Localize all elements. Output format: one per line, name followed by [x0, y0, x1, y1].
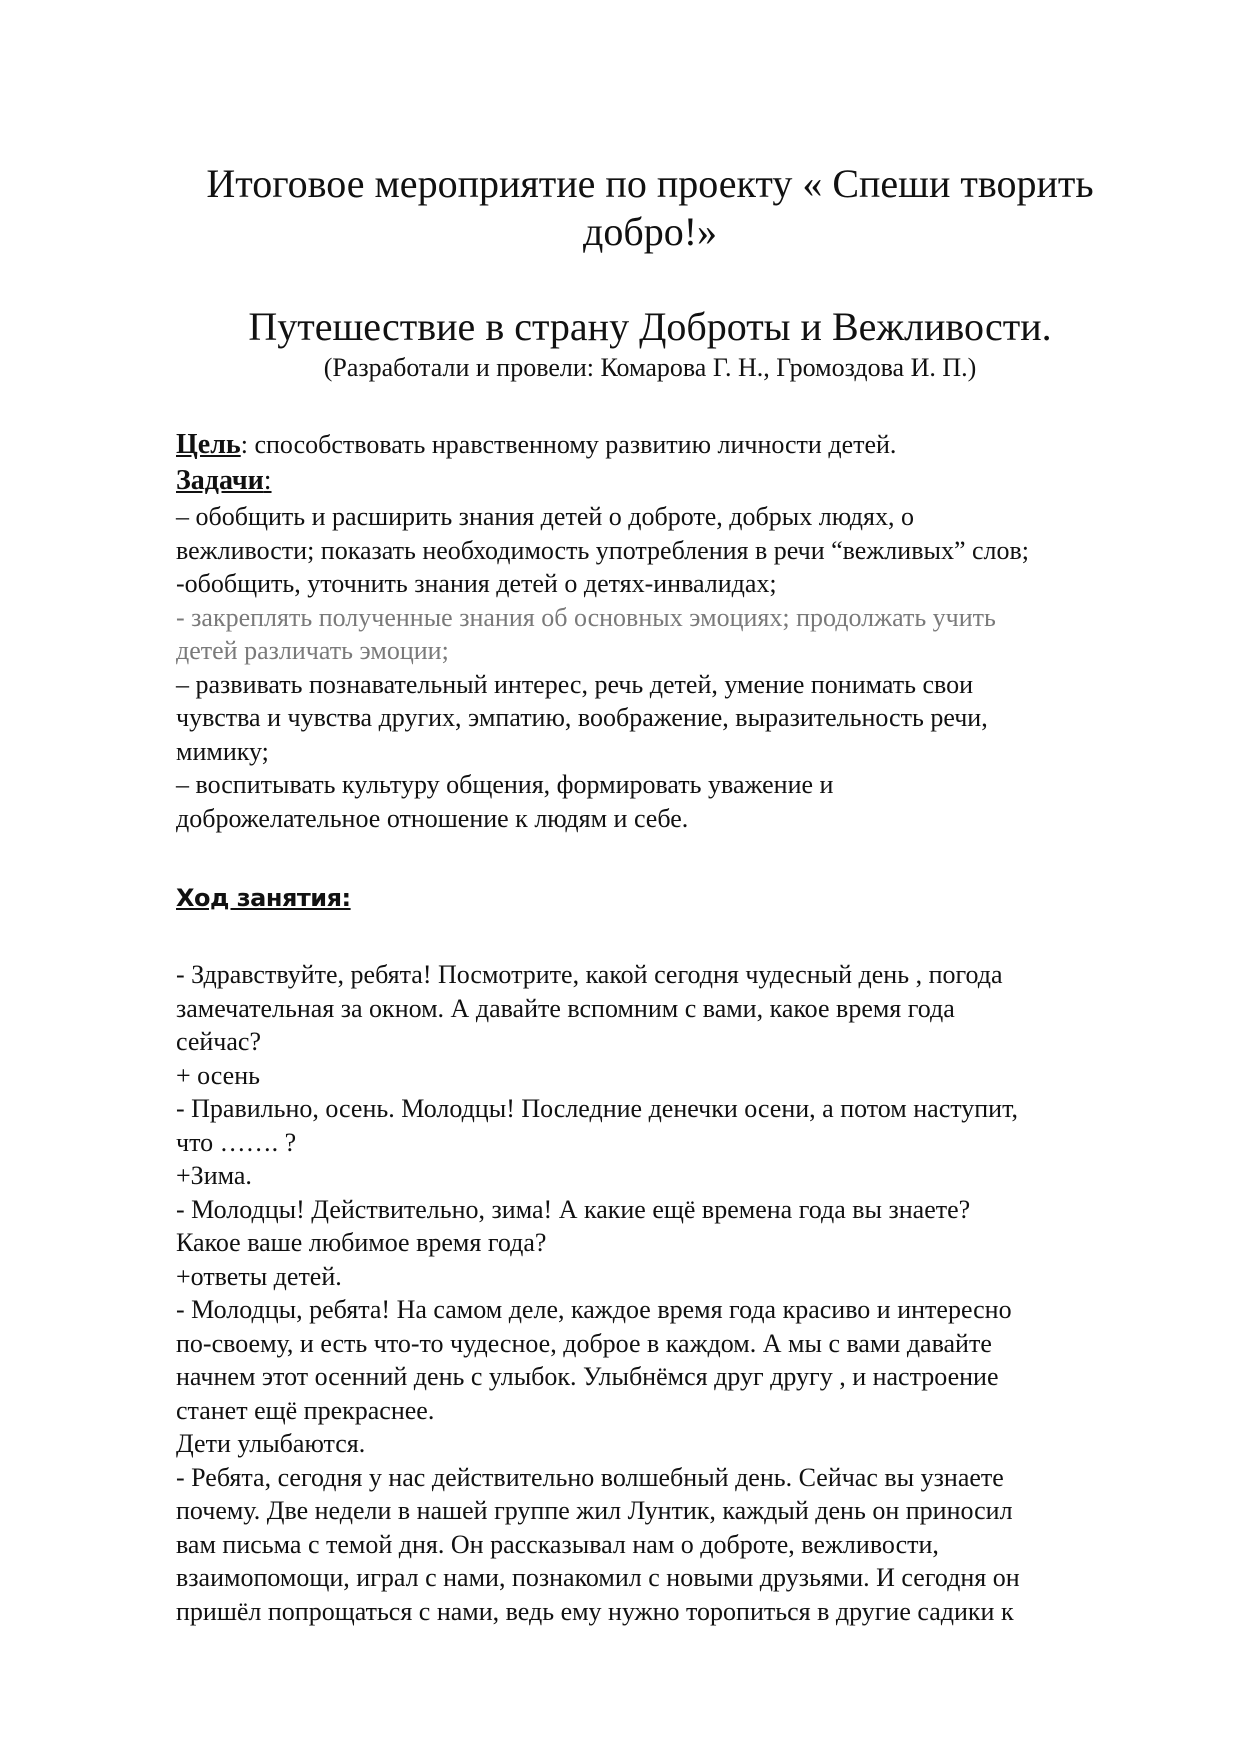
task-line: детей различать эмоции; — [176, 636, 449, 665]
task-line: – обобщить и расширить знания детей о доброте, добрых людях, о — [176, 502, 914, 531]
dialogue-line: Дети улыбаются. — [176, 1429, 366, 1458]
goal-text: способствовать нравственному развитию личности детей. — [247, 430, 897, 459]
tasks-label: Задачи — [176, 465, 264, 496]
task-line: мимику; — [176, 736, 269, 766]
goal-label: Цель — [176, 429, 241, 460]
tasks-list — [176, 500, 1176, 835]
lesson-dialogue — [176, 958, 1176, 1628]
authors-line: (Разработали и провели: Комарова Г. Н., Громоздова И. П.) — [323, 353, 977, 382]
dialogue-line: станет ещё прекраснее. — [176, 1395, 435, 1425]
title-line: добро!» — [582, 209, 718, 254]
dialogue-line: взаимопомощи, играл с нами, познакомил с новыми друзьями. И сегодня он — [176, 1563, 1020, 1592]
dialogue-line: пришёл попрощаться с нами, ведь ему нужно торопиться в другие садики к — [176, 1596, 1014, 1626]
task-line: вежливости; показать необходимость употребления в речи “вежливых” слов; — [176, 535, 1029, 565]
dialogue-line: - Ребята, сегодня у нас действительно волшебный день. Сейчас вы узнаете — [176, 1462, 1004, 1492]
document-subtitle: Путешествие в страну Доброты и Вежливости. — [248, 304, 1052, 349]
dialogue-line: Какое ваше любимое время года? — [176, 1228, 547, 1257]
dialogue-line: - Молодцы! Действительно, зима! А какие ещё времена года вы знаете? — [176, 1194, 971, 1224]
dialogue-line: по-своему, и есть что-то чудесное, доброе в каждом. А мы с вами давайте — [176, 1328, 992, 1358]
document-title — [150, 160, 1150, 256]
dialogue-line: - Правильно, осень. Молодцы! Последние денечки осени, а потом наступит, — [176, 1094, 1018, 1123]
dialogue-line: замечательная за окном. А давайте вспомним с вами, какое время года — [176, 993, 955, 1023]
task-line: – воспитывать культуру общения, формировать уважение и — [176, 770, 834, 799]
task-line: - закреплять полученные знания об основных эмоциях; продолжать учить — [176, 602, 996, 632]
dialogue-line: - Здравствуйте, ребята! Посмотрите, какой сегодня чудесный день , погода — [176, 960, 1003, 989]
goal-line — [176, 428, 1176, 462]
dialogue-line: - Молодцы, ребята! На самом деле, каждое время года красиво и интересно — [176, 1295, 1012, 1324]
task-line: -обобщить, уточнить знания детей о детях-инвалидах; — [176, 569, 777, 598]
task-line: – развивать познавательный интерес, речь детей, умение понимать свои — [176, 669, 974, 699]
task-line: чувства и чувства других, эмпатию, воображение, выразительность речи, — [176, 703, 988, 732]
lesson-heading: Ход занятия: — [176, 884, 351, 912]
dialogue-line: вам письма с темой дня. Он рассказывал нам о доброте, вежливости, — [176, 1529, 939, 1559]
tasks-colon: : — [263, 465, 272, 496]
dialogue-line: начнем этот осенний день с улыбок. Улыбнёмся друг другу , и настроение — [176, 1362, 999, 1391]
task-line: доброжелательное отношение к людям и себе. — [176, 803, 689, 833]
dialogue-line: +ответы детей. — [176, 1261, 342, 1291]
goal-colon: : — [240, 430, 248, 459]
title-line: Итоговое мероприятие по проекту « Спеши творить — [206, 161, 1094, 206]
dialogue-line: + осень — [176, 1060, 260, 1090]
tasks-heading — [176, 464, 1176, 498]
dialogue-line: +Зима. — [176, 1161, 252, 1190]
dialogue-line: сейчас? — [176, 1027, 262, 1056]
dialogue-line: почему. Две недели в нашей группе жил Лунтик, каждый день он приносил — [176, 1496, 1013, 1525]
dialogue-line: что ……. ? — [176, 1127, 297, 1157]
